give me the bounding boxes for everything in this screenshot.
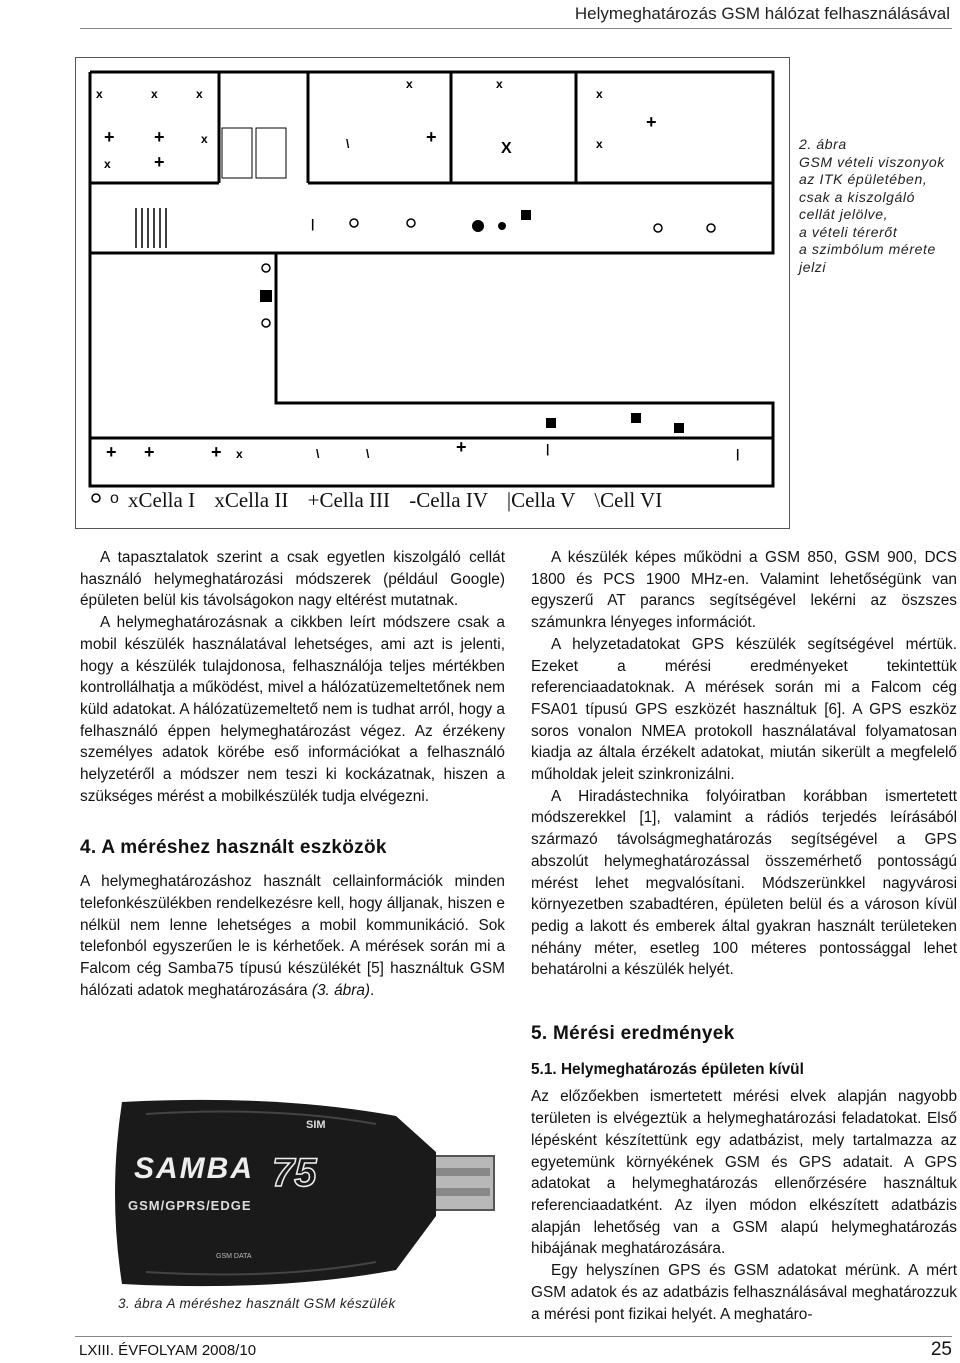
legend-item <box>214 488 293 512</box>
svg-text:X: X <box>501 140 512 157</box>
left-column <box>80 547 505 1001</box>
svg-text:|: | <box>546 442 550 456</box>
svg-text:x: x <box>196 87 203 101</box>
floorplan-drawing <box>76 58 789 528</box>
legend-label: Cella II <box>224 488 289 512</box>
svg-text:+: + <box>106 442 117 462</box>
device-subtitle: GSM/GPRS/EDGE <box>128 1198 252 1213</box>
paragraph-end: . <box>370 981 375 999</box>
caption-line: a vételi térerőt <box>799 223 898 240</box>
section-4-heading: 4. A méréshez használt eszközök <box>80 837 387 859</box>
paragraph: A Hiradástechnika folyóiratban korábban ismertetett módszerekkel [1], valamint a rádiós terjedés leírásából származó távolságmeghatározás segítségével a GPS abszolút helymeghatározással összemérhető pontosságú mérést lehet megvalósítani. Módszerünkkel nagyvárosi környezetben szabadtéren, épületen belül és a városon kívül pedig a lakott és emberek által gyakran használt területeken néhány méter, esetleg 100 méteres pontossággal lehet behatárolni a készülék helyét. <box>531 787 957 979</box>
device-drawing <box>106 1094 504 1292</box>
legend-symbol: + <box>307 488 320 512</box>
svg-text:\: \ <box>316 447 320 461</box>
svg-text:+: + <box>646 112 657 132</box>
figure-2-floorplan <box>75 57 790 529</box>
svg-text:+: + <box>211 442 222 462</box>
device-status-label: GSM DATA <box>216 1253 252 1260</box>
figure-3-device-photo <box>106 1094 504 1292</box>
svg-text:x: x <box>104 157 111 171</box>
device-sim-label: SIM <box>306 1119 326 1131</box>
section-5-heading: 5. Mérési eredmények <box>531 1023 735 1045</box>
device-model: 75 <box>272 1151 317 1195</box>
device-brand: SAMBA <box>134 1152 254 1185</box>
floorplan-legend <box>128 488 662 513</box>
legend-symbol: x <box>128 488 139 512</box>
running-title: Helymeghatározás GSM hálózat felhasználásával <box>574 4 950 23</box>
svg-text:+: + <box>154 127 165 147</box>
legend-item <box>308 488 396 512</box>
svg-text:x: x <box>236 447 243 461</box>
page-number: 25 <box>930 1339 952 1360</box>
svg-text:|: | <box>736 447 740 461</box>
caption-line: cellát jelölve, <box>799 206 889 222</box>
paragraph: A helyzetadatokat GPS készülék segítségével mértük. Ezeket a mérési eredményeket tekintettük referenciaadatoknak. A mérések során mi a Falcom cég FSA01 típusú GPS eszközét használtuk [6]. A GPS eszköz soros vonalon NMEA protokoll használatával folyamatosan kiadja az általa érzékelt adatokat, miután sikerült a megfelelő műholdak jeleit szinkronizálni. <box>531 635 957 784</box>
figure-3-caption: 3. ábra A méréshez használt GSM készülék <box>118 1296 396 1311</box>
subsection-5-1-heading: 5.1. Helymeghatározás épületen kívül <box>531 1060 804 1078</box>
paragraph <box>80 871 505 1001</box>
paragraph-text: A helymeghatározáshoz használt cellainformációk minden telefonkészülékben rendelkezésre kell, hogy álljanak, hiszen e nélkül nem lenne lehetséges a mobil kommunikáció. Sok telefonból egyszerűen le is kérhetőek. A mérések során mi a Falcom cég Samba75 típusú készülékét [5] használtuk GSM hálózati adatok meghatározására <box>80 873 505 999</box>
svg-text:+: + <box>144 442 155 462</box>
paragraph: A helymeghatározásnak a cikkben leírt módszere csak a mobil készülék használatával lehetséges, ami azt is jelenti, hogy a készülék tulajdonosa, felhasználója teljes mértékben kontrollálhatja a működést, mivel a hálózatüzemeltetőnek nem küld adatokat. A hálózatüzemeltető nem is tudhat arról, hogy a felhasználó éppen helymeghatározást végez. Az érzékeny személyes adatok körébe eső információkat a felhasználó helyzetéről a módszer nem teszi ki kockázatnak, hiszen a szükséges mérést a mobilkészülék tudja elvégezni. <box>80 614 505 805</box>
legend-label: Cella V <box>511 488 576 512</box>
figure-reference: (3. ábra) <box>311 981 371 999</box>
svg-text:x: x <box>596 137 603 151</box>
svg-text:|: | <box>311 217 315 231</box>
legend-label: Cell VI <box>600 488 663 512</box>
svg-text:+: + <box>426 127 437 147</box>
svg-text:x: x <box>496 77 503 91</box>
paragraph: Egy helyszínen GPS és GSM adatokat mérünk. A mért GSM adatok és az adatbázis felhasználásával meghatározzuk a mérési pont fizikai helyét. A meghatáro- <box>531 1262 957 1323</box>
legend-symbol: \ <box>594 488 601 512</box>
legend-symbol: - <box>409 488 417 512</box>
svg-text:+: + <box>456 437 467 457</box>
svg-text:x: x <box>406 77 413 91</box>
header-rule <box>80 28 952 29</box>
journal-volume: LXIII. ÉVFOLYAM 2008/10 <box>79 1342 257 1359</box>
legend-label: Cella I <box>138 488 196 512</box>
legend-symbol-first: o <box>110 490 119 507</box>
caption-line: jelzi <box>799 258 827 275</box>
svg-text:x: x <box>151 87 158 101</box>
footer-rule <box>75 1336 952 1337</box>
right-column <box>531 547 957 1325</box>
svg-text:x: x <box>96 87 103 101</box>
caption-line: 2. ábra <box>799 136 847 152</box>
caption-line: az ITK épületében, <box>799 171 928 187</box>
paragraph: A készülék képes működni a GSM 850, GSM 900, DCS 1800 és PCS 1900 MHz-en. Valamint lehetőségünk van egyszerű AT parancs segítségével lekérni az öszszes számunkra lényeges információt. <box>531 549 957 632</box>
caption-line: a szimbólum mérete <box>799 241 936 257</box>
legend-item <box>594 488 662 512</box>
legend-symbol: | <box>506 488 512 512</box>
legend-item <box>128 488 200 512</box>
caption-line: GSM vételi viszonyok <box>799 153 945 170</box>
paragraph: A tapasztalatok szerint a csak egyetlen kiszolgáló cellát használó helymeghatározási módszerek (például Google) épületen belül kis távolságokon nagy eltérést mutatnak. <box>80 549 505 610</box>
figure-2-caption <box>799 136 959 276</box>
svg-text:\: \ <box>366 447 370 461</box>
svg-text:\: \ <box>346 137 350 151</box>
paragraph: Az előzőekben ismertetett mérési elvek alapján nagyobb területen is elvégeztük a helymeghatározási feladatokat. Első lépésként készítettünk egy adatbázist, mely tartalmazza az egyetemünk környékének GSM és GPS adatait. A GPS adatokat a helymeghatározás ellenőrzésére használtuk referenciaadatként. Az ilyen módon elkészített adatbázis alapján lehetőség van a GSM alapú helymeghatározás hibájának meghatározására. <box>531 1088 957 1258</box>
legend-label: Cella III <box>319 488 391 512</box>
svg-text:x: x <box>201 132 208 146</box>
caption-line: csak a kiszolgáló <box>799 188 916 205</box>
svg-text:+: + <box>154 152 165 172</box>
svg-text:+: + <box>104 127 115 147</box>
legend-item <box>507 488 580 512</box>
legend-symbol: x <box>214 488 225 512</box>
svg-text:x: x <box>596 87 603 101</box>
legend-label: Cella IV <box>416 488 488 512</box>
legend-item <box>409 488 493 512</box>
